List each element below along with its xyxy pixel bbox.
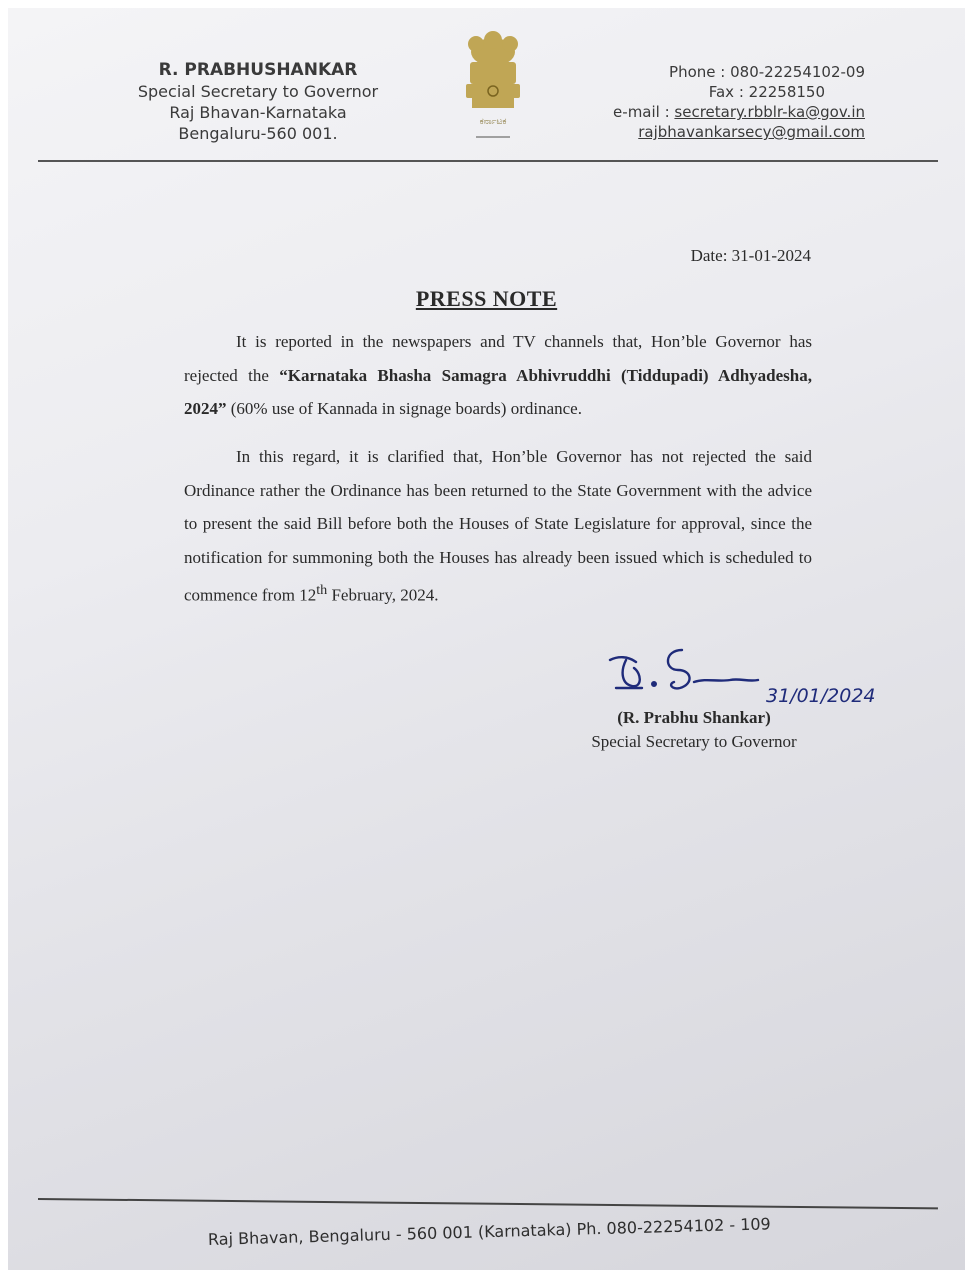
signatory-block (574, 706, 814, 754)
contact-block (565, 62, 865, 142)
date-day: 12 (299, 585, 317, 605)
sender-name: R. PRABHUSHANKAR (158, 60, 358, 80)
paragraph-2-text: In this regard, it is clarified that, Hon’ble Governor has not rejected the said Ordinance rather the Ordinance has been returned to the State Government with the advice to present the said Bill before both the Houses of State Legislature for approval, since the notification for summoning both the Houses has already been issued which is scheduled to commence from (184, 447, 812, 605)
phone-text: Phone : 080-22254102-09 (669, 63, 865, 81)
email-label: e-mail : (613, 103, 675, 121)
press-note-page (8, 8, 965, 1270)
sender-city: Bengaluru-560 001. (178, 124, 338, 143)
email2-link[interactable]: rajbhavankarsecy@gmail.com (638, 123, 865, 141)
state-emblem-icon (456, 28, 530, 148)
date-day-suffix: th (316, 582, 328, 598)
signatory-name: (R. Prabhu Shankar) (617, 708, 771, 727)
date-text: Date: 31-01-2024 (690, 246, 811, 265)
paragraph-2 (184, 440, 812, 612)
paragraph-2-end: February, 2024. (327, 585, 439, 605)
ordinance-name: “Karnataka Bhasha Samagra Abhivruddhi (Tiddupadi) Adhyadesha, 2024” (184, 365, 812, 418)
paragraph-1 (184, 325, 812, 426)
sender-designation: Special Secretary to Governor (137, 82, 379, 101)
email-line (565, 102, 865, 122)
email-link[interactable]: secretary.rbblr-ka@gov.in (674, 103, 865, 121)
signature-date: 31/01/2024 (766, 685, 876, 707)
paragraph-1-lead: It is reported in the newspapers and TV channels that, Hon’ble Governor has rejected the (184, 332, 812, 385)
signatory-designation: Special Secretary to Governor (591, 732, 797, 751)
footer-divider (38, 1198, 938, 1209)
header-divider (38, 160, 938, 162)
fax-text: Fax : 22258150 (708, 83, 825, 101)
sender-block (108, 60, 408, 144)
sender-office: Raj Bhavan-Karnataka (169, 103, 347, 122)
emblem-caption: ಕರ್ನಾಟಕ (479, 117, 507, 127)
paragraph-1-tail: (60% use of Kannada in signage boards) ordinance. (226, 399, 582, 418)
footer-address: Raj Bhavan, Bengaluru - 560 001 (Karnataka) Ph. 080-22254102 - 109 (207, 1214, 771, 1249)
page-title: PRESS NOTE (415, 286, 558, 311)
